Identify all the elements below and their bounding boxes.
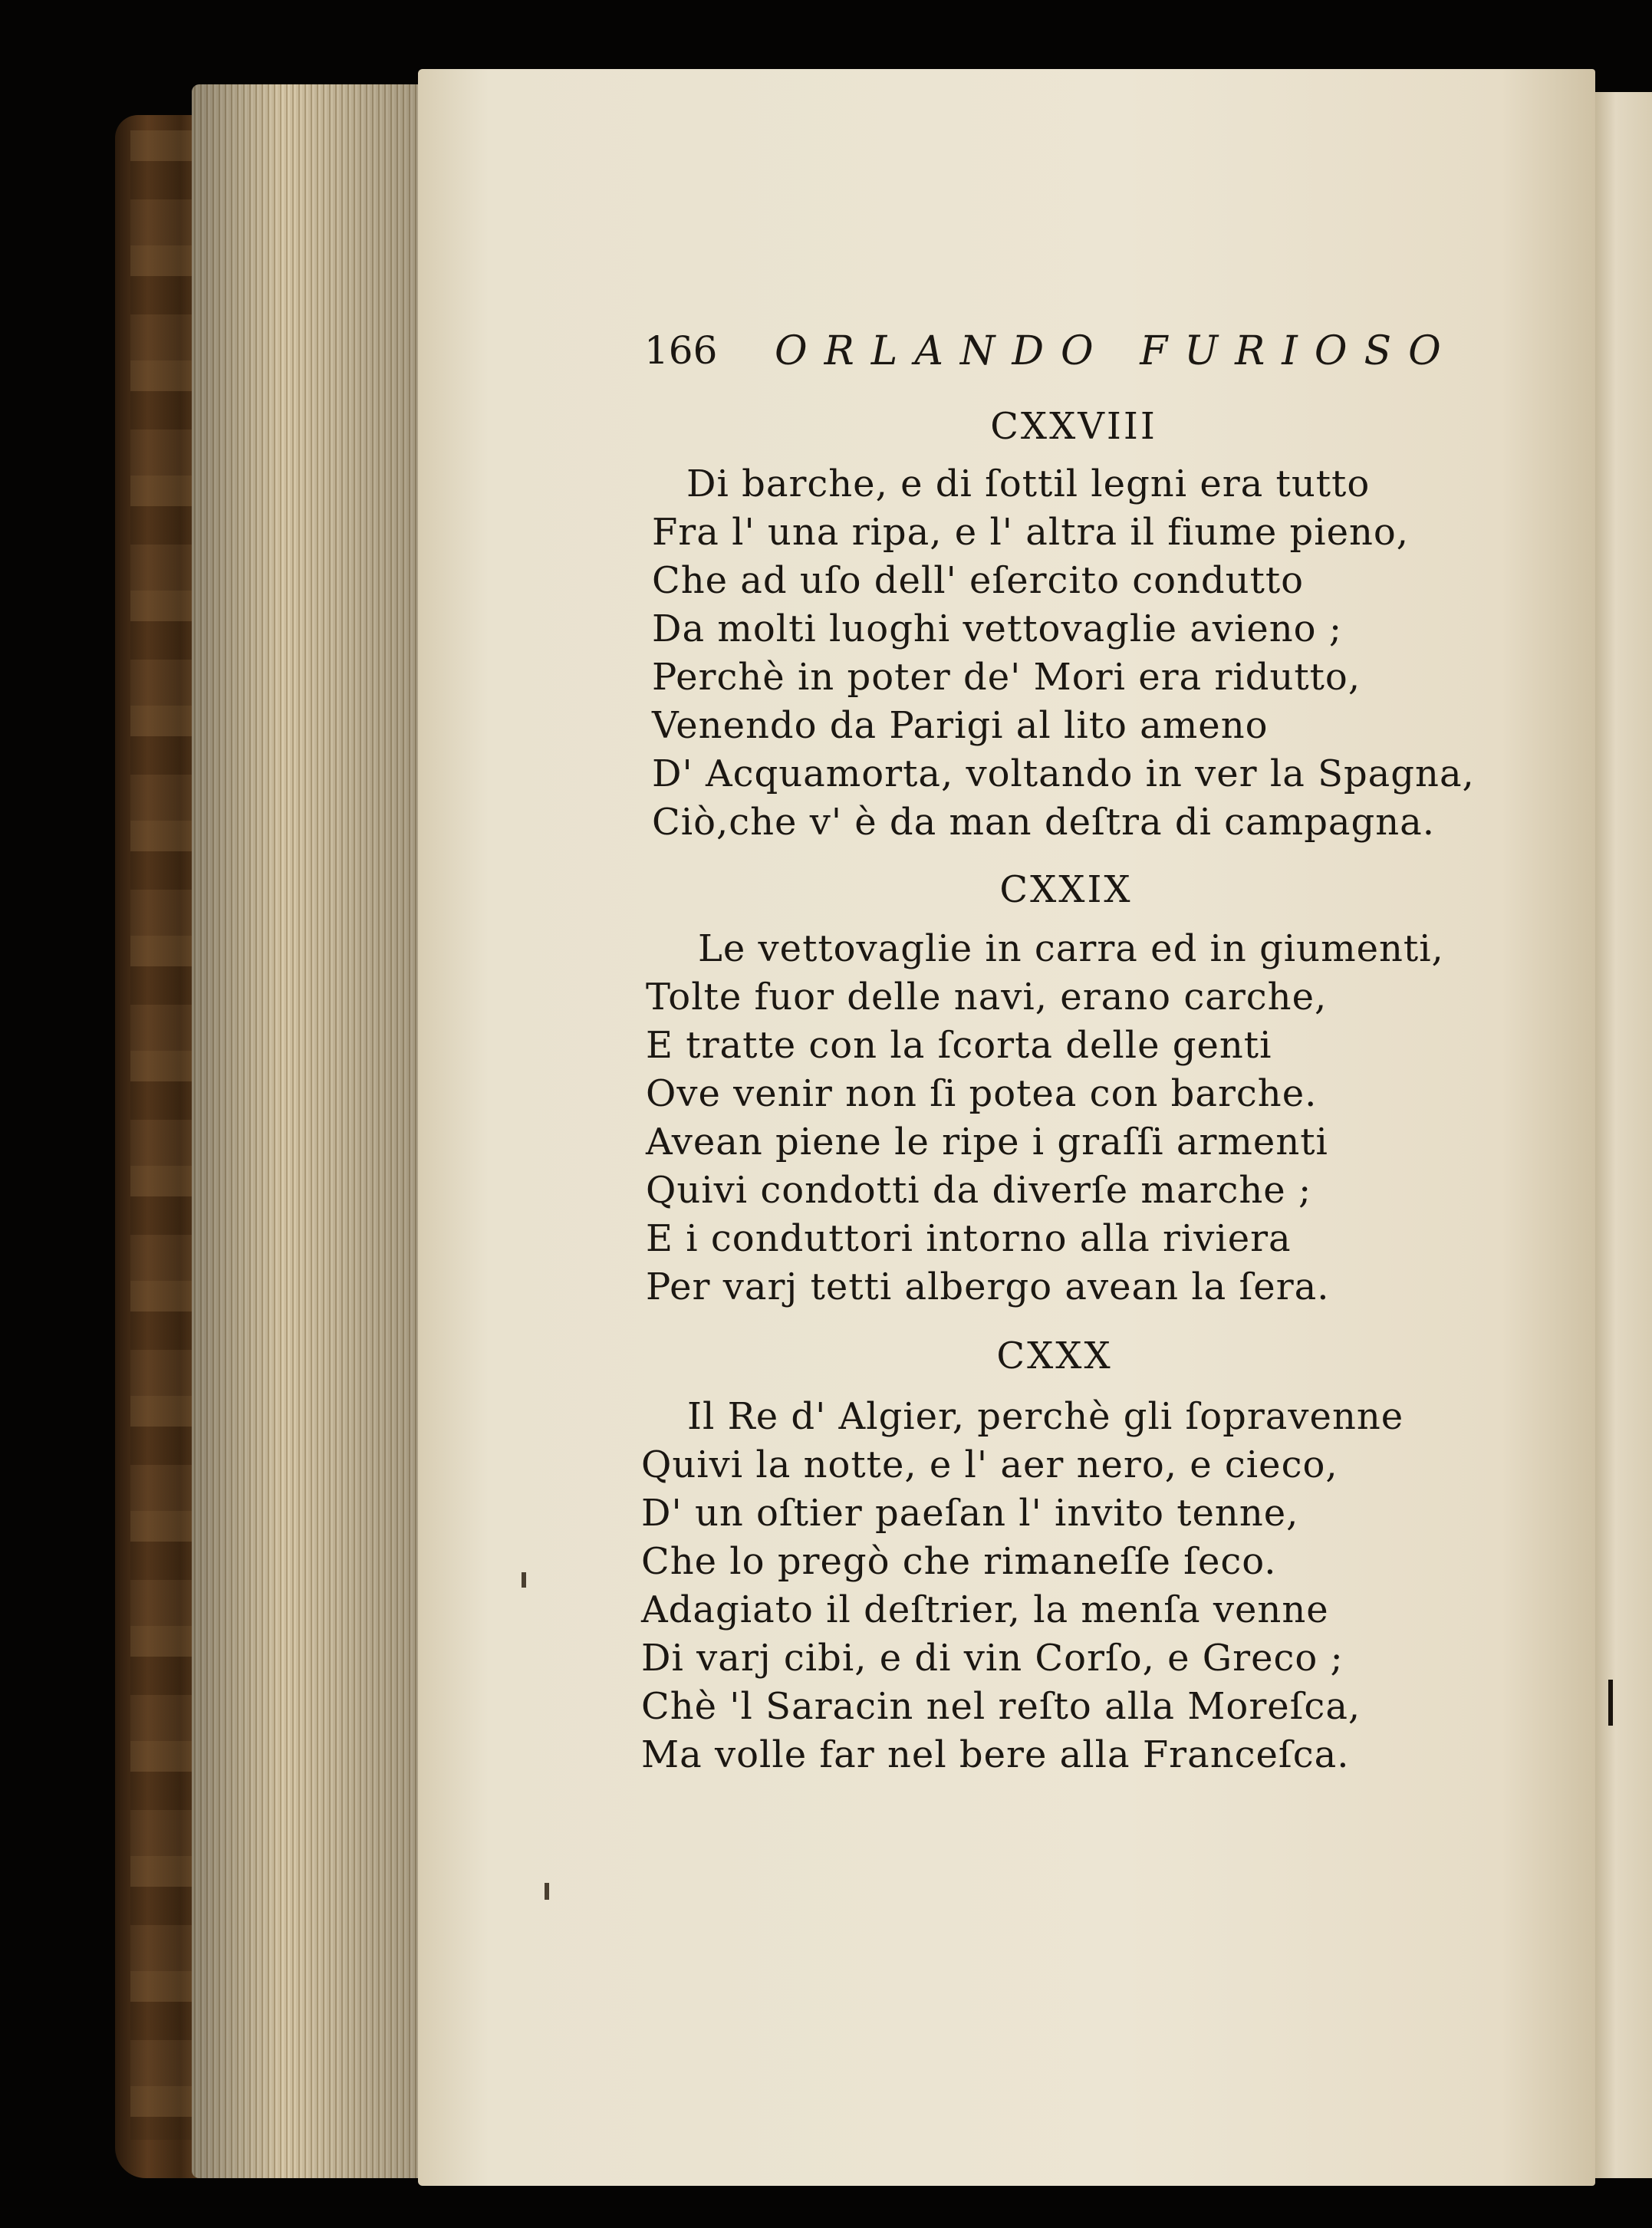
foxing-mark [522,1572,526,1588]
verse-line: Di barche, e di ſottil legni era tutto [686,462,1371,505]
verse-line: Le vettovaglie in carra ed in giumenti, [698,927,1444,970]
verse-line: D' un oſtier paeſan l' invito tenne, [641,1492,1299,1535]
stanza-verse [652,460,1475,847]
page-edges-shadow [192,84,422,2178]
verse-line: Che ad uſo dell' eſercito condutto [652,559,1305,602]
verse-line: Da molti luoghi vettovaglie avieno ; [652,607,1342,650]
verse-line: Fra l' una ripa, e l' altra il fiume pieno, [652,511,1410,554]
verse-line: Che lo pregò che rimaneſſe ſeco. [641,1540,1277,1583]
verse-line: Ove venir non ſi potea con barche. [646,1072,1318,1115]
stanza-verse [646,925,1444,1311]
verse-line: Il Re d' Algier, perchè gli ſopravenne [687,1395,1404,1438]
verse-line: Di varj cibi, e di vin Corſo, e Greco ; [641,1637,1344,1680]
page-header [644,328,1465,382]
stanza-number: CXXX [996,1334,1113,1377]
facing-page-edge [1591,92,1652,2178]
verse-line: Adagiato il deſtrier, la menſa venne [641,1588,1329,1631]
running-title: ORLANDO FURIOSO [775,328,1458,374]
verse-line: Quivi la notte, e l' aer nero, e cieco, [641,1443,1338,1486]
verse-line: Per varj tetti albergo avean la ſera. [646,1265,1330,1308]
verse-line: D' Acquamorta, voltando in ver la Spagna, [652,752,1475,795]
verse-line: Chè 'l Saracin nel reſto alla Moreſca, [641,1685,1361,1728]
stanza-verse [641,1393,1404,1779]
verse-line: Quivi condotti da diverſe marche ; [646,1169,1312,1212]
page-number: 166 [644,328,718,373]
verse-line: Tolte fuor delle navi, erano carche, [646,976,1328,1019]
verse-line: Ma volle far nel bere alla Franceſca. [641,1733,1350,1776]
verse-line: Ciò,che v' è da man deſtra di campagna. [652,801,1436,844]
foxing-mark [1608,1680,1613,1726]
stanza-number: CXXVIII [990,405,1157,448]
stanza-number: CXXIX [999,868,1133,911]
verse-line: Avean piene le ripe i graſſi armenti [646,1121,1328,1163]
foxing-mark [545,1883,549,1900]
verse-line: E tratte con la ſcorta delle genti [646,1024,1272,1067]
verse-line: E i conduttori intorno alla riviera [646,1217,1292,1260]
verse-line: Perchè in poter de' Mori era ridutto, [652,656,1361,699]
verse-line: Venendo da Parigi al lito ameno [652,704,1269,747]
